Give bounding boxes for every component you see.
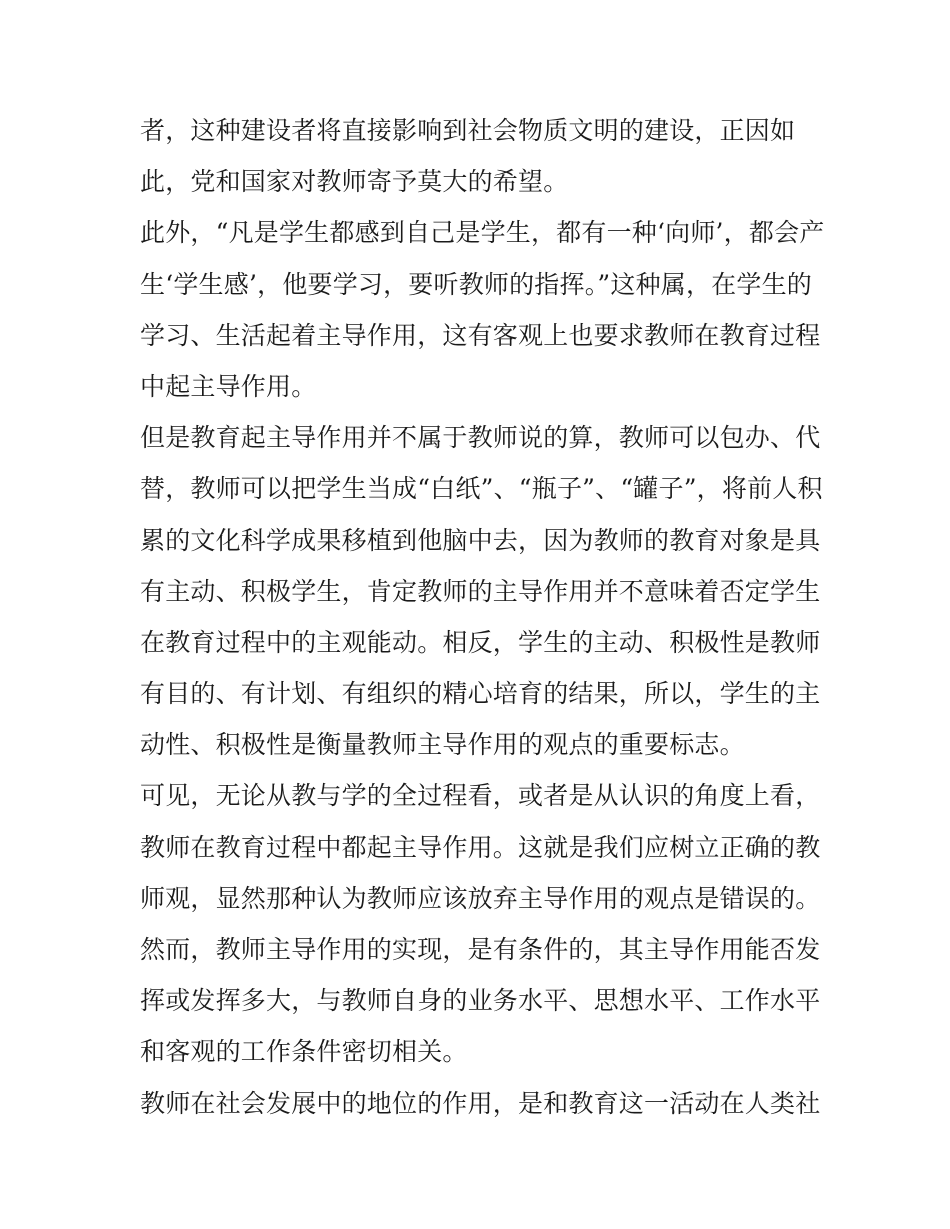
text-line: 累的文化科学成果移植到他脑中去，因为教师的教育对象是具 bbox=[140, 525, 821, 555]
text-line: 和客观的工作条件密切相关。 bbox=[140, 1037, 468, 1067]
text-line: 教师在教育过程中都起主导作用。这就是我们应树立正确的教 bbox=[140, 832, 821, 862]
text-line: 可见，无论从教与学的全过程看，或者是从认识的角度上看， bbox=[140, 781, 821, 811]
text-line: 者，这种建设者将直接影响到社会物质文明的建设，正因如 bbox=[140, 116, 796, 145]
text-line: 在教育过程中的主观能动。相反，学生的主动、积极性是教师 bbox=[140, 627, 821, 657]
text-line: 有主动、积极学生，肯定教师的主导作用并不意味着否定学生 bbox=[140, 576, 821, 606]
text-line: 此，党和国家对教师寄予莫大的希望。 bbox=[140, 167, 569, 197]
document-body bbox=[140, 105, 830, 1129]
text-line: 然而，教师主导作用的实现，是有条件的，其主导作用能否发 bbox=[140, 935, 821, 964]
text-line: 替，教师可以把学生当成“白纸”、“瓶子”、“罐子”，将前人积 bbox=[140, 474, 823, 504]
text-line: 中起主导作用。 bbox=[140, 371, 317, 401]
text-line: 教师在社会发展中的地位的作用，是和教育这一活动在人类社 bbox=[140, 1088, 821, 1118]
text-line: 学习、生活起着主导作用，这有客观上也要求教师在教育过程 bbox=[140, 320, 821, 350]
text-line: 此外，“凡是学生都感到自己是学生，都有一种‘向师’，都会产 bbox=[140, 218, 825, 248]
text-line: 有目的、有计划、有组织的精心培育的结果，所以，学生的主 bbox=[140, 679, 821, 709]
text-line: 动性、积极性是衡量教师主导作用的观点的重要标志。 bbox=[140, 730, 745, 760]
text-line: 但是教育起主导作用并不属于教师说的算，教师可以包办、代 bbox=[140, 423, 821, 453]
text-line: 挥或发挥多大，与教师自身的业务水平、思想水平、工作水平 bbox=[140, 986, 821, 1016]
text-line: 生‘学生感’，他要学习，要听教师的指挥。”这种属，在学生的 bbox=[140, 269, 812, 299]
text-line: 师观，显然那种认为教师应该放弃主导作用的观点是错误的。 bbox=[140, 883, 821, 913]
